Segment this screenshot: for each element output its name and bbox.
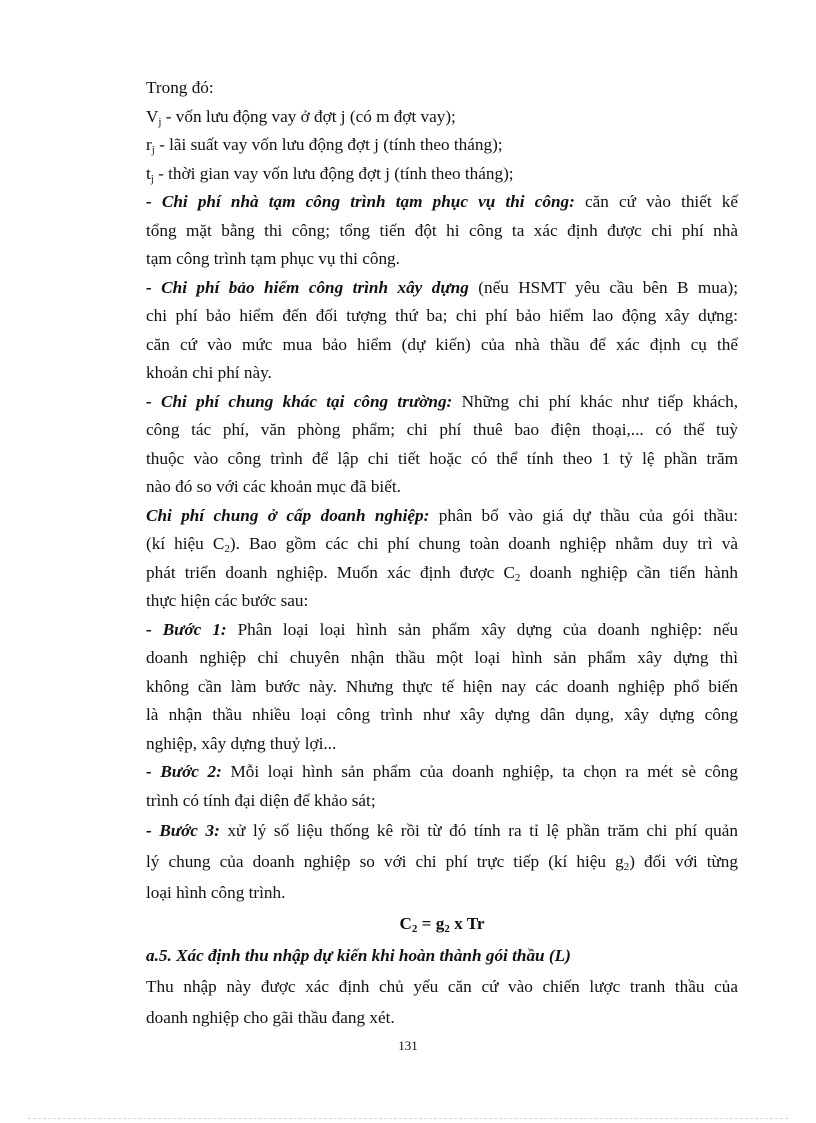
subscript: j bbox=[151, 144, 155, 156]
step-text: không cần làm bước này. Nhưng thực tế hiện nay các doanh nghiệp phổ biến bbox=[146, 676, 738, 696]
paragraph-text: tổng mặt bằng thi công; tổng tiến đột hi công ta xác định được chi phí nhà bbox=[146, 220, 738, 240]
step-text: xử lý số liệu thống kê rồi từ đó tính ra tỉ lệ phần trăm chi phí quản bbox=[219, 821, 739, 840]
step-2-line-1 bbox=[146, 758, 738, 787]
step-text: lý chung của doanh nghiệp so với chi phí trực tiếp (kí hiệu g bbox=[146, 852, 624, 871]
section-heading-text: a.5. Xác định thu nhập dự kiến khi hoàn thành gói thầu (L) bbox=[146, 946, 571, 965]
page-body bbox=[146, 74, 738, 1033]
paragraph-text: doanh nghiệp cho gãi thầu đang xét. bbox=[146, 1008, 395, 1027]
step-1-line-1 bbox=[146, 616, 738, 645]
symbol: r bbox=[146, 135, 152, 154]
paragraph-company-overhead-line-4 bbox=[146, 587, 738, 616]
paragraph-text: chi phí bảo hiểm đến đối tượng thứ ba; chi phí bảo hiểm lao động xây dựng: bbox=[146, 306, 738, 325]
paragraph-text: phân bổ vào giá dự thầu của gói thầu: bbox=[429, 505, 738, 525]
paragraph-site-costs-line-3 bbox=[146, 445, 738, 474]
paragraph-text: doanh nghiệp cần tiến hành bbox=[520, 562, 738, 582]
paragraph-text: (nếu HSMT yêu cầu bên B mua); bbox=[468, 277, 738, 297]
step-heading: - Bước 1: bbox=[146, 619, 227, 639]
paragraph-heading: - Chi phí nhà tạm công trình tạm phục vụ thi công: bbox=[146, 192, 575, 211]
paragraph-site-costs-line-4 bbox=[146, 473, 738, 502]
step-2-line-2 bbox=[146, 787, 738, 816]
paragraph-company-overhead-line-2 bbox=[146, 530, 738, 559]
paragraph-insurance-line-4 bbox=[146, 359, 738, 388]
step-text: ) đối với từng bbox=[629, 852, 738, 871]
subscript: 2 bbox=[224, 543, 230, 555]
overhead-formula bbox=[146, 908, 738, 940]
paragraph-text: nào đó so với các khoản mục đã biết. bbox=[146, 477, 401, 496]
step-text: là nhận thầu nhiều loại công trình như xây dựng dân dụng, xây dựng công bbox=[146, 705, 738, 724]
section-heading bbox=[146, 940, 738, 971]
step-1-line-2 bbox=[146, 644, 738, 673]
paragraph-site-costs-line-1 bbox=[146, 388, 738, 417]
page-number: 131 bbox=[398, 1038, 418, 1053]
paragraph-heading: - Chi phí chung khác tại công trường: bbox=[146, 391, 453, 411]
definition-r bbox=[146, 131, 738, 160]
step-heading: - Bước 2: bbox=[146, 762, 222, 781]
definition-text: - vốn lưu động vay ở đợt j (có m đợt vay); bbox=[161, 106, 456, 126]
intro-line bbox=[146, 74, 738, 103]
step-3-line-1 bbox=[146, 815, 738, 846]
step-1-line-3 bbox=[146, 673, 738, 702]
step-1-line-5 bbox=[146, 730, 738, 759]
paragraph-text: phát triển doanh nghiệp. Muốn xác định được C bbox=[146, 562, 515, 582]
paragraph-heading: Chi phí chung ở cấp doanh nghiệp: bbox=[146, 505, 430, 525]
step-3-line-3 bbox=[146, 877, 738, 908]
paragraph-text: ). Bao gồm các chi phí chung toàn doanh nghiệp nhằm duy trì và bbox=[229, 534, 738, 553]
paragraph-temp-works-line-1 bbox=[146, 188, 738, 217]
step-text: Phân loại loại hình sản phẩm xây dựng của doanh nghiệp: nếu bbox=[226, 619, 738, 639]
formula-symbol: = g bbox=[417, 914, 445, 933]
paragraph-text: căn cứ vào mức mua bảo hiểm (dự kiến) của nhà thầu để xác định cụ thể bbox=[146, 334, 738, 354]
definition-text: - thời gian vay vốn lưu động đợt j (tính theo tháng); bbox=[153, 163, 514, 183]
paragraph-insurance-line-3 bbox=[146, 331, 738, 360]
step-1-line-4 bbox=[146, 701, 738, 730]
step-3-line-2 bbox=[146, 846, 738, 877]
subscript: 2 bbox=[444, 923, 450, 935]
step-text: doanh nghiệp chỉ chuyên nhận thầu một loại hình sản phẩm xây dựng thì bbox=[146, 648, 738, 667]
paragraph-text: căn cứ vào thiết kế bbox=[574, 192, 738, 211]
intro-text: Trong đó: bbox=[146, 78, 214, 97]
page-bottom-divider bbox=[28, 1118, 788, 1119]
step-heading: - Bước 3: bbox=[146, 821, 220, 840]
paragraph-temp-works-line-3 bbox=[146, 245, 738, 274]
subscript: j bbox=[150, 172, 154, 185]
paragraph-temp-works-line-2 bbox=[146, 217, 738, 246]
definition-t bbox=[146, 160, 738, 189]
definition-text: - lãi suất vay vốn lưu động đợt j (tính theo tháng); bbox=[154, 135, 503, 154]
paragraph-text: công tác phí, văn phòng phẩm; chi phí thuê bao điện thoại,... có thể tuỳ bbox=[146, 420, 738, 439]
subscript: j bbox=[158, 115, 162, 128]
paragraph-text: (kí hiệu C bbox=[146, 534, 225, 553]
paragraph-company-overhead-line-1 bbox=[146, 502, 738, 531]
paragraph-insurance-line-2 bbox=[146, 302, 738, 331]
paragraph-text: thuộc vào công trình để lập chi tiết hoặc có thể tính theo 1 tỷ lệ phần trăm bbox=[146, 448, 738, 468]
step-text: nghiệp, xây dựng thuỷ lợi... bbox=[146, 733, 337, 753]
paragraph-income-line-1 bbox=[146, 971, 738, 1002]
subscript: 2 bbox=[623, 861, 630, 873]
formula-symbol: x Tr bbox=[449, 914, 485, 933]
paragraph-income-line-2 bbox=[146, 1002, 738, 1033]
paragraph-text: thực hiện các bước sau: bbox=[146, 591, 309, 610]
subscript: 2 bbox=[411, 923, 418, 935]
definition-v bbox=[146, 103, 738, 132]
paragraph-heading: - Chi phí bảo hiểm công trình xây dựng bbox=[146, 277, 469, 297]
symbol: V bbox=[146, 106, 159, 126]
formula-symbol: C bbox=[399, 914, 412, 933]
paragraph-insurance-line-1 bbox=[146, 274, 738, 303]
paragraph-text: Thu nhập này được xác định chủ yếu căn cứ vào chiến lược tranh thầu của bbox=[146, 977, 738, 996]
step-text: loại hình công trình. bbox=[146, 883, 286, 902]
paragraph-text: tạm công trình tạm phục vụ thi công. bbox=[146, 249, 400, 268]
paragraph-site-costs-line-2 bbox=[146, 416, 738, 445]
step-text: Mỗi loại hình sản phẩm của doanh nghiệp, ta chọn ra mét sè công bbox=[221, 762, 738, 781]
paragraph-text: Những chi phí khác như tiếp khách, bbox=[452, 391, 739, 411]
step-text: trình có tính đại diện để khảo sát; bbox=[146, 790, 376, 810]
paragraph-text: khoản chi phí này. bbox=[146, 363, 272, 382]
subscript: 2 bbox=[514, 571, 521, 584]
symbol: t bbox=[146, 163, 151, 183]
paragraph-company-overhead-line-3 bbox=[146, 559, 738, 588]
